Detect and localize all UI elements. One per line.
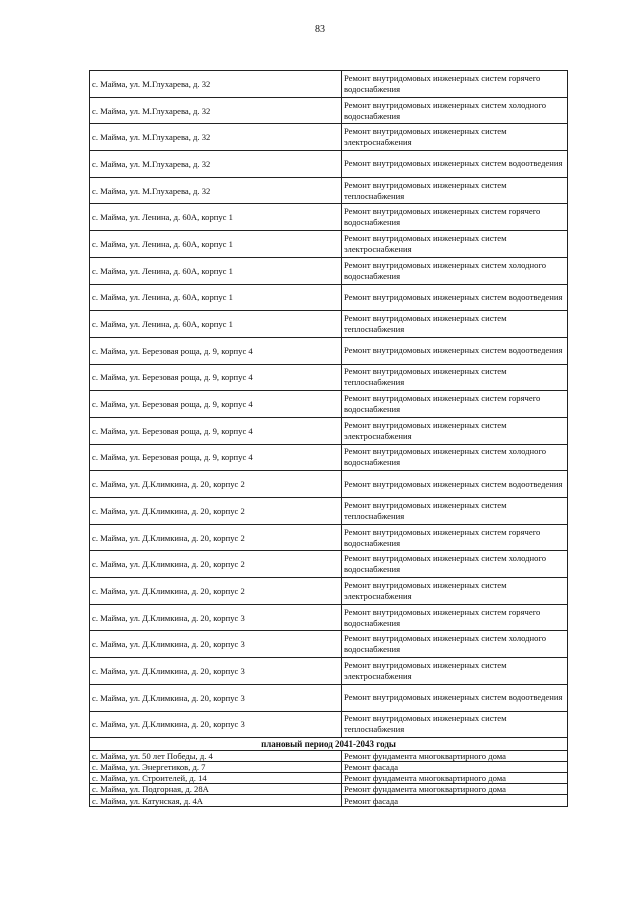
works-table <box>89 70 568 807</box>
table-row <box>90 231 568 258</box>
address-cell: с. Майма, ул. Ленина, д. 60А, корпус 1 <box>90 204 342 231</box>
work-cell: Ремонт фундамента многоквартирного дома <box>342 750 568 761</box>
table-row <box>90 177 568 204</box>
table-row <box>90 364 568 391</box>
table-row <box>90 471 568 498</box>
address-cell: с. Майма, ул. Ленина, д. 60А, корпус 1 <box>90 284 342 311</box>
work-cell: Ремонт внутридомовых инженерных систем теплоснабжения <box>342 177 568 204</box>
address-cell: с. Майма, ул. М.Глухарева, д. 32 <box>90 97 342 124</box>
work-cell: Ремонт внутридомовых инженерных систем горячего водоснабжения <box>342 71 568 98</box>
address-cell: с. Майма, ул. М.Глухарева, д. 32 <box>90 177 342 204</box>
work-cell: Ремонт внутридомовых инженерных систем теплоснабжения <box>342 711 568 738</box>
table-row <box>90 578 568 605</box>
work-cell: Ремонт внутридомовых инженерных систем электроснабжения <box>342 658 568 685</box>
table-row <box>90 784 568 795</box>
work-cell: Ремонт внутридомовых инженерных систем водоотведения <box>342 151 568 178</box>
address-cell: с. Майма, ул. Д.Климкина, д. 20, корпус 3 <box>90 604 342 631</box>
table-row <box>90 631 568 658</box>
table-row <box>90 750 568 761</box>
address-cell: с. Майма, ул. 50 лет Победы, д. 4 <box>90 750 342 761</box>
section-header-row <box>90 738 568 751</box>
table-row <box>90 761 568 772</box>
address-cell: с. Майма, ул. Березовая роща, д. 9, корпус 4 <box>90 391 342 418</box>
work-cell: Ремонт внутридомовых инженерных систем теплоснабжения <box>342 364 568 391</box>
address-cell: с. Майма, ул. Д.Климкина, д. 20, корпус 2 <box>90 471 342 498</box>
address-cell: с. Майма, ул. Строителей, д. 14 <box>90 773 342 784</box>
address-cell: с. Майма, ул. Катунская, д. 4А <box>90 795 342 806</box>
table-row <box>90 773 568 784</box>
work-cell: Ремонт внутридомовых инженерных систем холодного водоснабжения <box>342 97 568 124</box>
address-cell: с. Майма, ул. Подгорная, д. 28А <box>90 784 342 795</box>
table-row <box>90 204 568 231</box>
work-cell: Ремонт внутридомовых инженерных систем теплоснабжения <box>342 498 568 525</box>
table-row <box>90 97 568 124</box>
address-cell: с. Майма, ул. Березовая роща, д. 9, корпус 4 <box>90 364 342 391</box>
work-cell: Ремонт внутридомовых инженерных систем горячего водоснабжения <box>342 204 568 231</box>
work-cell: Ремонт внутридомовых инженерных систем электроснабжения <box>342 124 568 151</box>
address-cell: с. Майма, ул. М.Глухарева, д. 32 <box>90 151 342 178</box>
section-title: плановый период 2041-2043 годы <box>90 738 568 751</box>
address-cell: с. Майма, ул. Д.Климкина, д. 20, корпус 2 <box>90 498 342 525</box>
address-cell: с. Майма, ул. Березовая роща, д. 9, корпус 4 <box>90 444 342 471</box>
table-row <box>90 444 568 471</box>
work-cell: Ремонт внутридомовых инженерных систем горячего водоснабжения <box>342 391 568 418</box>
address-cell: с. Майма, ул. Березовая роща, д. 9, корпус 4 <box>90 417 342 444</box>
work-cell: Ремонт внутридомовых инженерных систем холодного водоснабжения <box>342 631 568 658</box>
address-cell: с. Майма, ул. Д.Климкина, д. 20, корпус 3 <box>90 684 342 711</box>
work-cell: Ремонт внутридомовых инженерных систем электроснабжения <box>342 578 568 605</box>
table-row <box>90 658 568 685</box>
table-row <box>90 684 568 711</box>
table-row <box>90 311 568 338</box>
work-cell: Ремонт фасада <box>342 761 568 772</box>
table-row <box>90 284 568 311</box>
table-row <box>90 711 568 738</box>
address-cell: с. Майма, ул. М.Глухарева, д. 32 <box>90 71 342 98</box>
table-row <box>90 71 568 98</box>
work-cell: Ремонт внутридомовых инженерных систем электроснабжения <box>342 231 568 258</box>
work-cell: Ремонт внутридомовых инженерных систем водоотведения <box>342 471 568 498</box>
work-cell: Ремонт фасада <box>342 795 568 806</box>
works-table-body <box>90 71 568 807</box>
table-row <box>90 551 568 578</box>
work-cell: Ремонт внутридомовых инженерных систем теплоснабжения <box>342 311 568 338</box>
work-cell: Ремонт фундамента многоквартирного дома <box>342 784 568 795</box>
work-cell: Ремонт внутридомовых инженерных систем холодного водоснабжения <box>342 257 568 284</box>
address-cell: с. Майма, ул. Д.Климкина, д. 20, корпус 3 <box>90 631 342 658</box>
table-row <box>90 604 568 631</box>
work-cell: Ремонт внутридомовых инженерных систем водоотведения <box>342 284 568 311</box>
work-cell: Ремонт внутридомовых инженерных систем горячего водоснабжения <box>342 524 568 551</box>
work-cell: Ремонт внутридомовых инженерных систем водоотведения <box>342 684 568 711</box>
work-cell: Ремонт внутридомовых инженерных систем электроснабжения <box>342 417 568 444</box>
table-row <box>90 795 568 806</box>
work-cell: Ремонт фундамента многоквартирного дома <box>342 773 568 784</box>
page-number: 83 <box>315 24 325 35</box>
work-cell: Ремонт внутридомовых инженерных систем горячего водоснабжения <box>342 604 568 631</box>
work-cell: Ремонт внутридомовых инженерных систем холодного водоснабжения <box>342 551 568 578</box>
table-row <box>90 498 568 525</box>
address-cell: с. Майма, ул. М.Глухарева, д. 32 <box>90 124 342 151</box>
table-row <box>90 391 568 418</box>
table-row <box>90 417 568 444</box>
address-cell: с. Майма, ул. Ленина, д. 60А, корпус 1 <box>90 231 342 258</box>
table-row <box>90 151 568 178</box>
table-row <box>90 124 568 151</box>
address-cell: с. Майма, ул. Ленина, д. 60А, корпус 1 <box>90 257 342 284</box>
address-cell: с. Майма, ул. Д.Климкина, д. 20, корпус 2 <box>90 551 342 578</box>
table-row <box>90 524 568 551</box>
address-cell: с. Майма, ул. Д.Климкина, д. 20, корпус 3 <box>90 711 342 738</box>
address-cell: с. Майма, ул. Д.Климкина, д. 20, корпус 2 <box>90 524 342 551</box>
address-cell: с. Майма, ул. Энергетиков, д. 7 <box>90 761 342 772</box>
address-cell: с. Майма, ул. Ленина, д. 60А, корпус 1 <box>90 311 342 338</box>
table-row <box>90 257 568 284</box>
address-cell: с. Майма, ул. Березовая роща, д. 9, корпус 4 <box>90 337 342 364</box>
work-cell: Ремонт внутридомовых инженерных систем холодного водоснабжения <box>342 444 568 471</box>
address-cell: с. Майма, ул. Д.Климкина, д. 20, корпус 3 <box>90 658 342 685</box>
work-cell: Ремонт внутридомовых инженерных систем водоотведения <box>342 337 568 364</box>
table-row <box>90 337 568 364</box>
address-cell: с. Майма, ул. Д.Климкина, д. 20, корпус 2 <box>90 578 342 605</box>
